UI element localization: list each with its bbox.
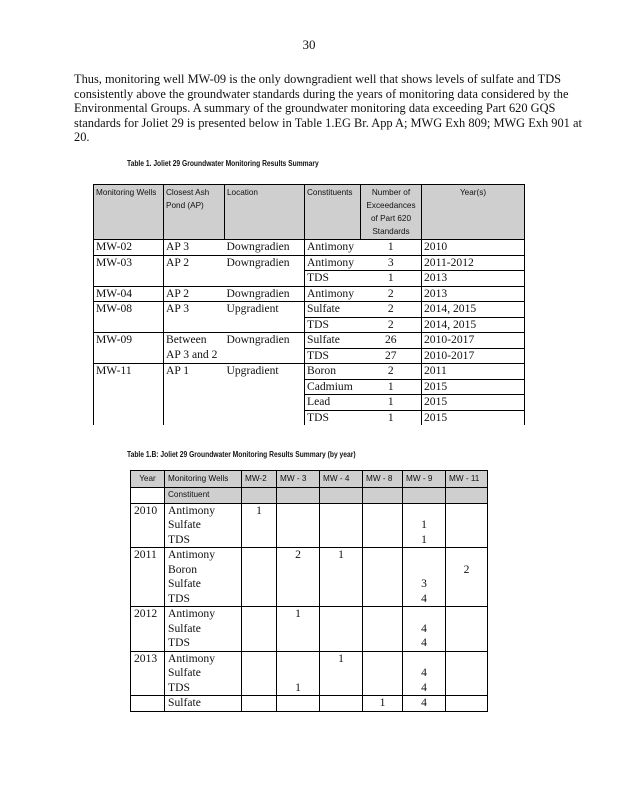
table1-pond-cell: AP 3 bbox=[164, 302, 225, 333]
table2-value-cell bbox=[363, 503, 403, 518]
table1-header-location: Location bbox=[225, 185, 305, 240]
table1-row bbox=[94, 302, 525, 318]
table1-count-cell: 2 bbox=[361, 286, 422, 302]
table2-constituent-cell: TDS bbox=[165, 636, 242, 651]
table2-row bbox=[131, 592, 488, 607]
table2-header-wells: Monitoring Wells bbox=[165, 471, 242, 488]
table1-well-cell: MW-11 bbox=[94, 364, 164, 426]
table1-location-cell: Downgradien bbox=[225, 255, 305, 286]
table2-header-well: MW - 3 bbox=[277, 471, 320, 488]
table1-pond-cell: AP 2 bbox=[164, 255, 225, 286]
table2-value-cell bbox=[446, 533, 488, 548]
table2-constituent-cell: TDS bbox=[165, 592, 242, 607]
table2-constituent-cell: Sulfate bbox=[165, 518, 242, 533]
table2-header-constituent: Constituent bbox=[165, 488, 242, 504]
table1-header-exceedances: Number of Exceedances of Part 620 Standards bbox=[361, 185, 422, 240]
table2-row bbox=[131, 548, 488, 563]
table2-row bbox=[131, 577, 488, 592]
table2-constituent-cell: Boron bbox=[165, 563, 242, 578]
table2-row bbox=[131, 696, 488, 712]
table1-constituent-cell: TDS bbox=[305, 317, 361, 333]
table1-well-cell: MW-08 bbox=[94, 302, 164, 333]
table1-count-cell: 1 bbox=[361, 395, 422, 411]
table1-constituent-cell: Cadmium bbox=[305, 379, 361, 395]
table2-value-cell: 4 bbox=[403, 592, 446, 607]
page-number: 30 bbox=[302, 37, 316, 52]
table2-constituent-cell: Antimony bbox=[165, 651, 242, 666]
table2-value-cell bbox=[320, 503, 363, 518]
table2-value-cell bbox=[446, 548, 488, 563]
table1-row bbox=[94, 364, 525, 380]
table1-count-cell: 27 bbox=[361, 348, 422, 364]
table2-value-cell bbox=[242, 563, 277, 578]
table2-value-cell bbox=[363, 577, 403, 592]
table1-row bbox=[94, 333, 525, 349]
table2-value-cell bbox=[403, 607, 446, 622]
table2-value-cell: 1 bbox=[363, 696, 403, 712]
table2-constituent-cell: Sulfate bbox=[165, 696, 242, 712]
table1-location-cell: Downgradien bbox=[225, 333, 305, 364]
table2-value-cell: 4 bbox=[403, 681, 446, 696]
table2-header-well: MW - 9 bbox=[403, 471, 446, 488]
table2-row bbox=[131, 666, 488, 681]
table2-row bbox=[131, 607, 488, 622]
table2-value-cell bbox=[320, 696, 363, 712]
table2-value-cell bbox=[446, 666, 488, 681]
table2-value-cell bbox=[320, 533, 363, 548]
table2-value-cell bbox=[320, 563, 363, 578]
table1-years-cell: 2010 bbox=[422, 240, 525, 256]
table1-count-cell: 2 bbox=[361, 317, 422, 333]
table2-value-cell: 1 bbox=[403, 518, 446, 533]
table2-value-cell: 1 bbox=[277, 607, 320, 622]
table2-constituent-cell: TDS bbox=[165, 681, 242, 696]
table2-value-cell bbox=[242, 666, 277, 681]
table2-value-cell: 4 bbox=[403, 636, 446, 651]
table1-years-cell: 2014, 2015 bbox=[422, 317, 525, 333]
table2-year-cell: 2010 bbox=[131, 503, 165, 548]
table1-header-pond: Closest Ash Pond (AP) bbox=[164, 185, 225, 240]
table2-value-cell: 1 bbox=[320, 548, 363, 563]
table1-location-cell: Downgradien bbox=[225, 240, 305, 256]
table2-value-cell bbox=[446, 622, 488, 637]
table2-value-cell bbox=[242, 696, 277, 712]
table2-value-cell bbox=[242, 651, 277, 666]
table1-years-cell: 2010-2017 bbox=[422, 348, 525, 364]
table1-years-cell: 2015 bbox=[422, 410, 525, 425]
table2-value-cell bbox=[363, 548, 403, 563]
table2-value-cell bbox=[363, 651, 403, 666]
table2-constituent-cell: Sulfate bbox=[165, 622, 242, 637]
table2-value-cell bbox=[242, 577, 277, 592]
table1-count-cell: 1 bbox=[361, 271, 422, 287]
table2-value-cell bbox=[320, 577, 363, 592]
table2-value-cell: 3 bbox=[403, 577, 446, 592]
table2-value-cell bbox=[320, 666, 363, 681]
table2-value-cell bbox=[242, 681, 277, 696]
table1-well-cell: MW-02 bbox=[94, 240, 164, 256]
table2-constituent-cell: Sulfate bbox=[165, 666, 242, 681]
table2-constituent-cell: Antimony bbox=[165, 607, 242, 622]
table1-row bbox=[94, 240, 525, 256]
table2-value-cell bbox=[446, 577, 488, 592]
table2 bbox=[130, 470, 488, 712]
table1-location-cell: Downgradien bbox=[225, 286, 305, 302]
table1-constituent-cell: Antimony bbox=[305, 255, 361, 271]
table2-value-cell bbox=[446, 636, 488, 651]
table1-count-cell: 1 bbox=[361, 240, 422, 256]
table2-value-cell bbox=[446, 518, 488, 533]
table2-value-cell bbox=[277, 563, 320, 578]
table2-row bbox=[131, 563, 488, 578]
table1-constituent-cell: Boron bbox=[305, 364, 361, 380]
table2-value-cell bbox=[363, 518, 403, 533]
table1-header-constituents: Constituents bbox=[305, 185, 361, 240]
table2-value-cell bbox=[363, 607, 403, 622]
table2-value-cell: 1 bbox=[242, 503, 277, 518]
table2-value-cell bbox=[363, 563, 403, 578]
table2-value-cell: 1 bbox=[403, 533, 446, 548]
table2-value-cell bbox=[320, 592, 363, 607]
table2-value-cell: 1 bbox=[320, 651, 363, 666]
table1-count-cell: 1 bbox=[361, 379, 422, 395]
table2-value-cell bbox=[446, 592, 488, 607]
table2-value-cell bbox=[277, 503, 320, 518]
table2-value-cell bbox=[320, 622, 363, 637]
table2-value-cell bbox=[277, 636, 320, 651]
table2-value-cell bbox=[277, 533, 320, 548]
body-paragraph: Thus, monitoring well MW-09 is the only downgradient well that shows levels of sulfate and TDS consistently above the groundwater standards during the years of monitoring data considered by the Environmental Groups. A summary of the groundwater monitoring data exceeding Part 620 GQS standards for Joliet 29 is presented below in Table 1.EG Br. App A; MWG Exh 809; MWG Exh 901 at 20. bbox=[74, 72, 582, 145]
table1-constituent-cell: Antimony bbox=[305, 286, 361, 302]
table2-value-cell bbox=[446, 681, 488, 696]
table2-value-cell bbox=[242, 622, 277, 637]
table2-value-cell: 4 bbox=[403, 696, 446, 712]
table2-value-cell bbox=[363, 592, 403, 607]
table2-value-cell bbox=[320, 518, 363, 533]
table2-row bbox=[131, 518, 488, 533]
table2-value-cell bbox=[446, 651, 488, 666]
table2-value-cell bbox=[277, 696, 320, 712]
table2-value-cell bbox=[403, 548, 446, 563]
table1-constituent-cell: Lead bbox=[305, 395, 361, 411]
table2-year-cell bbox=[131, 696, 165, 712]
table1-pond-cell: AP 2 bbox=[164, 286, 225, 302]
table2-header-year: Year bbox=[131, 471, 165, 488]
table2-value-cell bbox=[403, 503, 446, 518]
table2-value-cell bbox=[403, 563, 446, 578]
table2-value-cell bbox=[363, 666, 403, 681]
table1-constituent-cell: Sulfate bbox=[305, 302, 361, 318]
table2-value-cell bbox=[277, 592, 320, 607]
table2-constituent-cell: TDS bbox=[165, 533, 242, 548]
table1-header-wells: Monitoring Wells bbox=[94, 185, 164, 240]
table1-well-cell: MW-04 bbox=[94, 286, 164, 302]
table1-count-cell: 3 bbox=[361, 255, 422, 271]
table2-value-cell bbox=[363, 636, 403, 651]
table2-value-cell bbox=[446, 696, 488, 712]
table2-value-cell bbox=[277, 666, 320, 681]
table1-constituent-cell: Antimony bbox=[305, 240, 361, 256]
table2-value-cell bbox=[242, 636, 277, 651]
table2-value-cell bbox=[320, 636, 363, 651]
table2-row bbox=[131, 651, 488, 666]
table2-constituent-cell: Antimony bbox=[165, 503, 242, 518]
table2-value-cell: 2 bbox=[446, 563, 488, 578]
table1-pond-cell: AP 1 bbox=[164, 364, 225, 426]
table1-years-cell: 2013 bbox=[422, 286, 525, 302]
table1-count-cell: 2 bbox=[361, 364, 422, 380]
table2-value-cell bbox=[446, 503, 488, 518]
table2-value-cell bbox=[363, 622, 403, 637]
table2-value-cell bbox=[277, 577, 320, 592]
table1-row bbox=[94, 286, 525, 302]
table2-value-cell bbox=[320, 607, 363, 622]
table2-row bbox=[131, 636, 488, 651]
table1-years-cell: 2015 bbox=[422, 379, 525, 395]
table1-pond-cell: Between AP 3 and 2 bbox=[164, 333, 225, 364]
table2-value-cell: 4 bbox=[403, 622, 446, 637]
table1-header-years: Year(s) bbox=[422, 185, 525, 240]
table2-value-cell bbox=[363, 681, 403, 696]
table2-row bbox=[131, 681, 488, 696]
table1-count-cell: 26 bbox=[361, 333, 422, 349]
table1-caption: Table 1. Joliet 29 Groundwater Monitoring Results Summary bbox=[127, 158, 319, 168]
table1-location-cell: Upgradient bbox=[225, 364, 305, 426]
table2-row bbox=[131, 533, 488, 548]
table2-value-cell bbox=[446, 607, 488, 622]
table1-constituent-cell: Sulfate bbox=[305, 333, 361, 349]
table1 bbox=[93, 184, 525, 425]
table2-constituent-cell: Antimony bbox=[165, 548, 242, 563]
table1-years-cell: 2015 bbox=[422, 395, 525, 411]
table1-years-cell: 2010-2017 bbox=[422, 333, 525, 349]
table2-value-cell bbox=[242, 518, 277, 533]
table2-row bbox=[131, 622, 488, 637]
table2-value-cell bbox=[242, 592, 277, 607]
table1-years-cell: 2011-2012 bbox=[422, 255, 525, 271]
table1-constituent-cell: TDS bbox=[305, 271, 361, 287]
table1-row bbox=[94, 255, 525, 271]
table2-value-cell: 2 bbox=[277, 548, 320, 563]
table1-well-cell: MW-03 bbox=[94, 255, 164, 286]
table2-header-well: MW-2 bbox=[242, 471, 277, 488]
table2-year-cell: 2011 bbox=[131, 548, 165, 607]
table1-years-cell: 2011 bbox=[422, 364, 525, 380]
table2-header-well: MW - 11 bbox=[446, 471, 488, 488]
table2-value-cell bbox=[242, 533, 277, 548]
table2-row bbox=[131, 503, 488, 518]
table2-caption: Table 1.B: Joliet 29 Groundwater Monitoring Results Summary (by year) bbox=[127, 449, 356, 459]
table2-header-well: MW - 8 bbox=[363, 471, 403, 488]
table1-count-cell: 1 bbox=[361, 410, 422, 425]
table1-location-cell: Upgradient bbox=[225, 302, 305, 333]
table1-constituent-cell: TDS bbox=[305, 410, 361, 425]
table2-year-cell: 2012 bbox=[131, 607, 165, 652]
table1-constituent-cell: TDS bbox=[305, 348, 361, 364]
table2-value-cell bbox=[363, 533, 403, 548]
table2-value-cell: 4 bbox=[403, 666, 446, 681]
table2-constituent-cell: Sulfate bbox=[165, 577, 242, 592]
table1-years-cell: 2013 bbox=[422, 271, 525, 287]
table2-value-cell bbox=[277, 622, 320, 637]
table1-well-cell: MW-09 bbox=[94, 333, 164, 364]
table1-years-cell: 2014, 2015 bbox=[422, 302, 525, 318]
table2-year-cell: 2013 bbox=[131, 651, 165, 696]
table2-value-cell: 1 bbox=[277, 681, 320, 696]
table2-value-cell bbox=[277, 651, 320, 666]
table2-value-cell bbox=[277, 518, 320, 533]
table2-header-well: MW - 4 bbox=[320, 471, 363, 488]
table1-pond-cell: AP 3 bbox=[164, 240, 225, 256]
table1-count-cell: 2 bbox=[361, 302, 422, 318]
table2-value-cell bbox=[403, 651, 446, 666]
table2-value-cell bbox=[242, 548, 277, 563]
table2-value-cell bbox=[242, 607, 277, 622]
table2-value-cell bbox=[320, 681, 363, 696]
